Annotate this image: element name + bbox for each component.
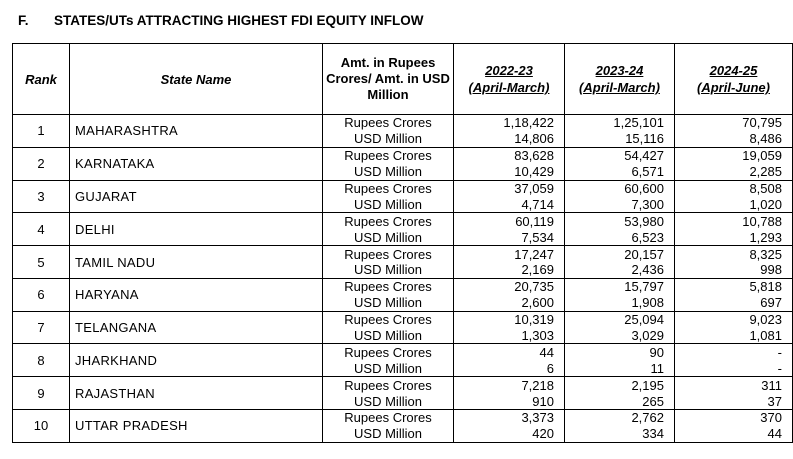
unit-rupees-cell: Rupees Crores bbox=[323, 344, 454, 360]
value-cell: 6 bbox=[454, 360, 565, 376]
value-cell: 7,218 bbox=[454, 377, 565, 393]
fdi-table-container bbox=[12, 43, 782, 443]
value-cell: 910 bbox=[454, 393, 565, 409]
state-name-cell: UTTAR PRADESH bbox=[70, 410, 323, 443]
unit-usd-cell: USD Million bbox=[323, 295, 454, 311]
rank-cell: 7 bbox=[13, 311, 70, 344]
value-cell: 5,818 bbox=[675, 278, 793, 294]
value-cell: - bbox=[675, 344, 793, 360]
value-cell: 2,762 bbox=[565, 410, 675, 426]
value-cell: 1,293 bbox=[675, 229, 793, 245]
value-cell: 370 bbox=[675, 410, 793, 426]
table-row-rupees bbox=[13, 180, 793, 196]
header-row bbox=[13, 44, 793, 115]
value-cell: 2,436 bbox=[565, 262, 675, 278]
state-name-cell: TELANGANA bbox=[70, 311, 323, 344]
value-cell: 25,094 bbox=[565, 311, 675, 327]
value-cell: 3,373 bbox=[454, 410, 565, 426]
value-cell: 8,508 bbox=[675, 180, 793, 196]
table-row-rupees bbox=[13, 344, 793, 360]
value-cell: 15,797 bbox=[565, 278, 675, 294]
header-year-2023-24 bbox=[565, 44, 675, 115]
value-cell: 10,319 bbox=[454, 311, 565, 327]
rank-cell: 2 bbox=[13, 147, 70, 180]
value-cell: 90 bbox=[565, 344, 675, 360]
value-cell: 10,788 bbox=[675, 213, 793, 229]
value-cell: 44 bbox=[675, 426, 793, 442]
unit-usd-cell: USD Million bbox=[323, 131, 454, 147]
value-cell: 1,303 bbox=[454, 328, 565, 344]
table-row-rupees bbox=[13, 147, 793, 163]
rank-cell: 1 bbox=[13, 115, 70, 148]
value-cell: 9,023 bbox=[675, 311, 793, 327]
value-cell: 14,806 bbox=[454, 131, 565, 147]
value-cell: 53,980 bbox=[565, 213, 675, 229]
unit-usd-cell: USD Million bbox=[323, 196, 454, 212]
state-name-cell: DELHI bbox=[70, 213, 323, 246]
unit-usd-cell: USD Million bbox=[323, 360, 454, 376]
rank-cell: 10 bbox=[13, 410, 70, 443]
table-row-rupees bbox=[13, 246, 793, 262]
unit-usd-cell: USD Million bbox=[323, 328, 454, 344]
value-cell: 10,429 bbox=[454, 164, 565, 180]
value-cell: 998 bbox=[675, 262, 793, 278]
rank-cell: 3 bbox=[13, 180, 70, 213]
unit-rupees-cell: Rupees Crores bbox=[323, 213, 454, 229]
value-cell: 1,908 bbox=[565, 295, 675, 311]
value-cell: 8,325 bbox=[675, 246, 793, 262]
value-cell: 2,169 bbox=[454, 262, 565, 278]
rank-cell: 8 bbox=[13, 344, 70, 377]
value-cell: 37 bbox=[675, 393, 793, 409]
unit-rupees-cell: Rupees Crores bbox=[323, 377, 454, 393]
table-row-rupees bbox=[13, 410, 793, 426]
state-name-cell: HARYANA bbox=[70, 278, 323, 311]
value-cell: 334 bbox=[565, 426, 675, 442]
value-cell: 1,081 bbox=[675, 328, 793, 344]
state-name-cell: JHARKHAND bbox=[70, 344, 323, 377]
value-cell: 6,571 bbox=[565, 164, 675, 180]
unit-rupees-cell: Rupees Crores bbox=[323, 246, 454, 262]
value-cell: 19,059 bbox=[675, 147, 793, 163]
unit-usd-cell: USD Million bbox=[323, 426, 454, 442]
value-cell: 265 bbox=[565, 393, 675, 409]
state-name-cell: MAHARASHTRA bbox=[70, 115, 323, 148]
value-cell: 60,600 bbox=[565, 180, 675, 196]
value-cell: 8,486 bbox=[675, 131, 793, 147]
header-year-2022-23 bbox=[454, 44, 565, 115]
value-cell: 60,119 bbox=[454, 213, 565, 229]
value-cell: 420 bbox=[454, 426, 565, 442]
value-cell: 20,157 bbox=[565, 246, 675, 262]
unit-usd-cell: USD Million bbox=[323, 164, 454, 180]
state-name-cell: GUJARAT bbox=[70, 180, 323, 213]
table-row-rupees bbox=[13, 213, 793, 229]
table-row-rupees bbox=[13, 278, 793, 294]
value-cell: 83,628 bbox=[454, 147, 565, 163]
table-row-rupees bbox=[13, 311, 793, 327]
header-year-label: 2022-23 bbox=[485, 63, 533, 78]
value-cell: 20,735 bbox=[454, 278, 565, 294]
value-cell: 2,600 bbox=[454, 295, 565, 311]
header-rank: Rank bbox=[13, 44, 70, 115]
unit-usd-cell: USD Million bbox=[323, 262, 454, 278]
value-cell: 17,247 bbox=[454, 246, 565, 262]
unit-rupees-cell: Rupees Crores bbox=[323, 410, 454, 426]
state-name-cell: KARNATAKA bbox=[70, 147, 323, 180]
value-cell: 37,059 bbox=[454, 180, 565, 196]
value-cell: 2,285 bbox=[675, 164, 793, 180]
value-cell: 311 bbox=[675, 377, 793, 393]
value-cell: 1,18,422 bbox=[454, 115, 565, 131]
table-row-rupees bbox=[13, 377, 793, 393]
value-cell: 11 bbox=[565, 360, 675, 376]
header-year-label: 2024-25 bbox=[709, 63, 758, 78]
section-heading bbox=[18, 9, 424, 31]
rank-cell: 4 bbox=[13, 213, 70, 246]
table-body bbox=[13, 115, 793, 443]
rank-cell: 9 bbox=[13, 377, 70, 410]
header-period-label: (April-March) bbox=[468, 80, 550, 95]
unit-rupees-cell: Rupees Crores bbox=[323, 278, 454, 294]
unit-rupees-cell: Rupees Crores bbox=[323, 311, 454, 327]
header-state-name: State Name bbox=[70, 44, 323, 115]
state-name-cell: TAMIL NADU bbox=[70, 246, 323, 279]
header-period-label: (April-March) bbox=[579, 80, 660, 95]
value-cell: 15,116 bbox=[565, 131, 675, 147]
value-cell: 7,534 bbox=[454, 229, 565, 245]
value-cell: 7,300 bbox=[565, 196, 675, 212]
value-cell: 1,25,101 bbox=[565, 115, 675, 131]
value-cell: 44 bbox=[454, 344, 565, 360]
state-name-cell: RAJASTHAN bbox=[70, 377, 323, 410]
unit-rupees-cell: Rupees Crores bbox=[323, 147, 454, 163]
value-cell: 1,020 bbox=[675, 196, 793, 212]
value-cell: - bbox=[675, 360, 793, 376]
rank-cell: 5 bbox=[13, 246, 70, 279]
unit-usd-cell: USD Million bbox=[323, 393, 454, 409]
header-amount-unit: Amt. in Rupees Crores/ Amt. in USD Million bbox=[323, 44, 454, 115]
value-cell: 3,029 bbox=[565, 328, 675, 344]
table-row-rupees bbox=[13, 115, 793, 131]
value-cell: 4,714 bbox=[454, 196, 565, 212]
unit-usd-cell: USD Million bbox=[323, 229, 454, 245]
value-cell: 70,795 bbox=[675, 115, 793, 131]
value-cell: 2,195 bbox=[565, 377, 675, 393]
section-title: STATES/UTs ATTRACTING HIGHEST FDI EQUITY INFLOW bbox=[54, 12, 424, 28]
header-year-2024-25 bbox=[675, 44, 793, 115]
fdi-table bbox=[12, 43, 793, 443]
header-period-label: (April-June) bbox=[697, 80, 770, 95]
unit-rupees-cell: Rupees Crores bbox=[323, 115, 454, 131]
value-cell: 697 bbox=[675, 295, 793, 311]
section-letter: F. bbox=[18, 12, 29, 28]
value-cell: 54,427 bbox=[565, 147, 675, 163]
header-year-label: 2023-24 bbox=[595, 63, 644, 78]
value-cell: 6,523 bbox=[565, 229, 675, 245]
unit-rupees-cell: Rupees Crores bbox=[323, 180, 454, 196]
rank-cell: 6 bbox=[13, 278, 70, 311]
